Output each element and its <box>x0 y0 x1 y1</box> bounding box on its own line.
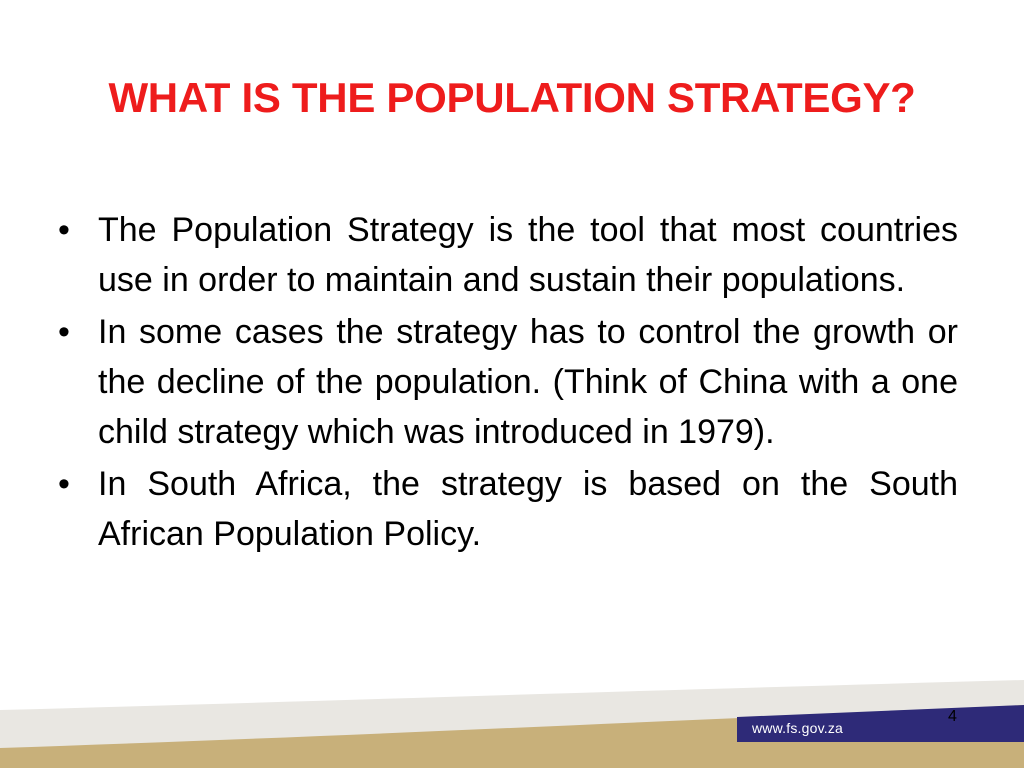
bullet-text: In some cases the strategy has to control the growth or the decline of the population. (Think of China with a one child strategy which was introduced in 1979). <box>98 313 958 451</box>
bullet-marker: • <box>58 211 70 249</box>
bullet-marker: • <box>58 465 70 503</box>
bullet-item <box>58 459 958 559</box>
bullet-item <box>58 205 958 305</box>
bullet-item <box>58 307 958 457</box>
website-url: www.fs.gov.za <box>752 720 844 736</box>
bullet-marker: • <box>58 313 70 351</box>
page-number: 4 <box>948 708 957 725</box>
bullet-list <box>58 205 958 561</box>
slide-title: WHAT IS THE POPULATION STRATEGY? <box>108 74 916 121</box>
bullet-text: In South Africa, the strategy is based on the South African Population Policy. <box>98 465 958 553</box>
bullet-text: The Population Strategy is the tool that most countries use in order to maintain and sustain their populations. <box>98 211 958 299</box>
